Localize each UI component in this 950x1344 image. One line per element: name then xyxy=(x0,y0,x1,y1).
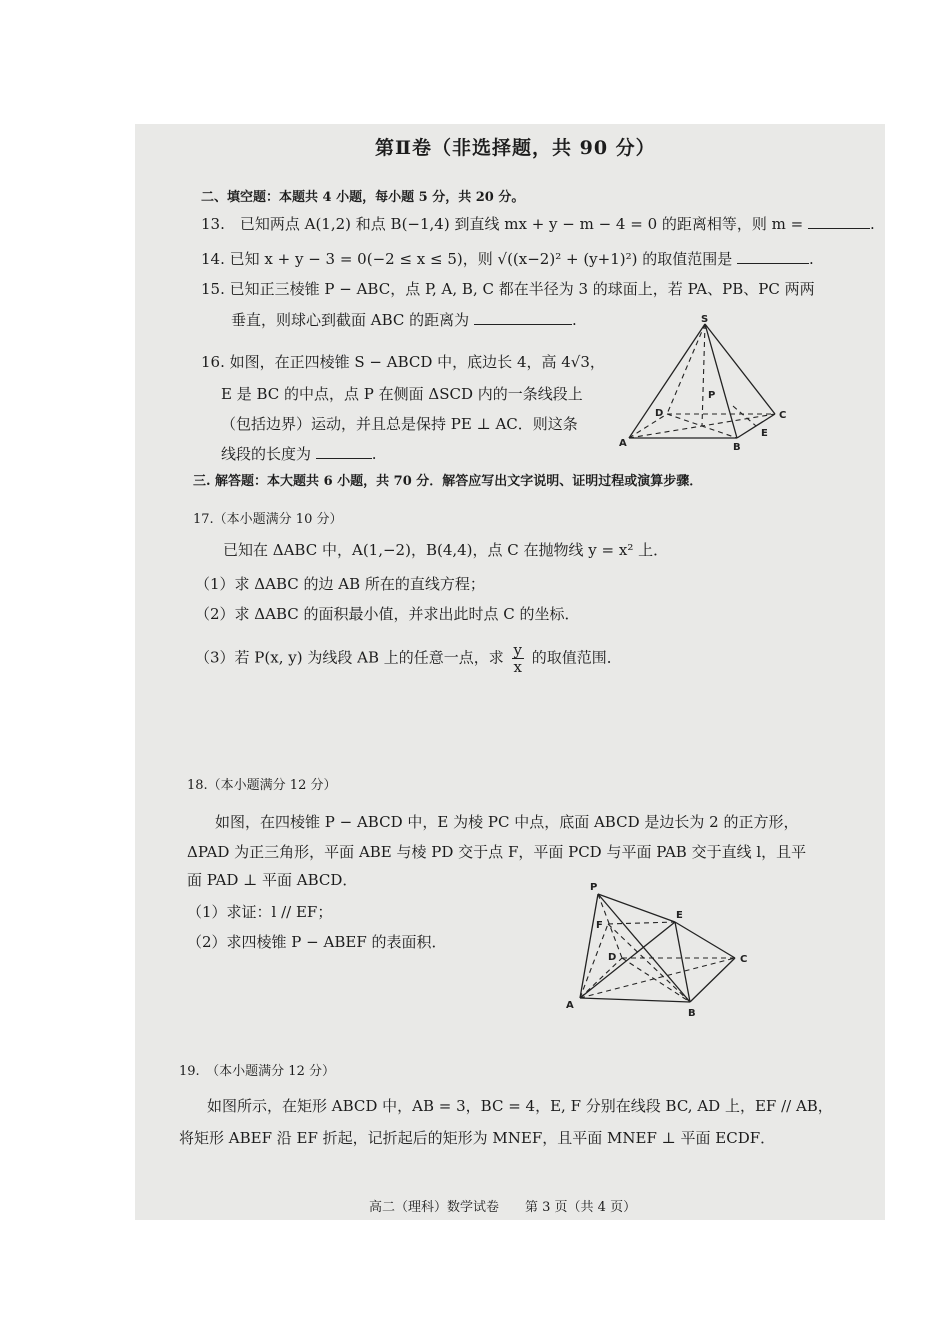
label-c: C xyxy=(779,410,787,421)
label-e: E xyxy=(761,428,768,439)
question-18-header: 18.（本小题满分 12 分） xyxy=(187,778,337,793)
label-b: B xyxy=(733,442,741,452)
answer-blank xyxy=(474,310,572,325)
question-15-line2: 垂直，则球心到截面 ABC 的距离为 . xyxy=(231,311,577,329)
page-footer: 高二（理科）数学试卷 第 3 页（共 4 页） xyxy=(369,1200,637,1215)
segment-pe xyxy=(733,406,756,426)
label-p: P xyxy=(708,390,716,401)
label-c: C xyxy=(740,954,748,965)
exam-page xyxy=(135,124,885,1220)
edge-sc xyxy=(705,324,775,414)
edge-pa xyxy=(580,894,598,998)
label-d: D xyxy=(655,408,664,419)
solve-header: 三. 解答题：本大题共 6 小题，共 70 分．解答应写出文字说明、证明过程或演算步骤． xyxy=(193,474,703,489)
edge-ab xyxy=(580,998,690,1002)
question-19-line1: 如图所示，在矩形 ABCD 中，AB = 3，BC = 4，E, F 分别在线段 BC, AD 上，EF // AB， xyxy=(207,1097,833,1115)
answer-blank xyxy=(737,249,809,264)
label-s: S xyxy=(701,314,709,325)
question-16-text: 线段的长度为 xyxy=(221,445,312,463)
question-17-part3-text-a: （3）若 P(x, y) 为线段 AB 上的任意一点，求 xyxy=(195,648,504,667)
question-17-part2: （2）求 ΔABC 的面积最小值，并求出此时点 C 的坐标． xyxy=(195,605,580,623)
label-e: E xyxy=(676,910,683,921)
diagonal-bd xyxy=(622,958,690,1002)
edge-sd-hidden xyxy=(667,324,705,414)
fraction-denominator: x xyxy=(513,658,522,676)
label-b: B xyxy=(688,1008,696,1018)
question-17-part3 xyxy=(195,642,622,675)
label-d: D xyxy=(608,952,617,963)
question-16-line2: E 是 BC 的中点，点 P 在侧面 ΔSCD 内的一条线段上 xyxy=(221,385,583,403)
question-14: 14. 已知 x + y − 3 = 0(−2 ≤ x ≤ 5)，则 √((x−2)² + (y+1)²) 的取值范围是 . xyxy=(201,250,814,268)
question-19-header: 19. （本小题满分 12 分） xyxy=(179,1064,335,1079)
question-13: 13. 已知两点 A(1,2) 和点 B(−1,4) 到直线 mx + y − m − 4 = 0 的距离相等，则 m = . xyxy=(201,215,875,233)
edge-sa xyxy=(629,324,705,438)
edge-ec xyxy=(675,922,735,958)
section-title: 第Ⅱ卷（非选择题，共 90 分） xyxy=(375,137,656,159)
edge-bc xyxy=(690,958,735,1002)
question-18-part2: （2）求四棱锥 P − ABEF 的表面积． xyxy=(187,933,447,951)
question-17-part3-text-b: 的取值范围． xyxy=(531,648,622,667)
label-f: F xyxy=(596,920,603,931)
pyramid-figure-q16 xyxy=(615,314,795,452)
question-18-line2: ΔPAD 为正三角形，平面 ABE 与棱 PD 交于点 F，平面 PCD 与平面 PAB 交于直线 l，且平 xyxy=(187,843,807,861)
fill-in-header: 二、填空题：本题共 4 小题，每小题 5 分，共 20 分。 xyxy=(201,190,525,205)
edge-sb xyxy=(705,324,737,438)
answer-blank xyxy=(316,444,372,459)
question-15-text: 垂直，则球心到截面 ABC 的距离为 xyxy=(231,311,470,329)
label-a: A xyxy=(566,1000,574,1011)
question-18-line3: 面 PAD ⊥ 平面 ABCD． xyxy=(187,871,358,889)
question-17-stem: 已知在 ΔABC 中，A(1,−2)，B(4,4)，点 C 在抛物线 y = x² 上． xyxy=(223,541,669,559)
segment-fe xyxy=(608,922,675,924)
pyramid-figure-q18 xyxy=(560,876,760,1018)
question-18-line1: 如图，在四棱锥 P − ABCD 中，E 为棱 PC 中点，底面 ABCD 是边长为 2 的正方形， xyxy=(215,813,799,831)
question-16-line1: 16. 如图，在正四棱锥 S − ABCD 中，底边长 4，高 4√3， xyxy=(201,353,605,371)
question-13-text: 13. 已知两点 A(1,2) 和点 B(−1,4) 到直线 mx + y − m − 4 = 0 的距离相等，则 m = xyxy=(201,215,804,233)
question-15-line1: 15. 已知正三棱锥 P − ABC，点 P, A, B, C 都在半径为 3 的球面上，若 PA、PB、PC 两两 xyxy=(201,280,815,298)
label-p: P xyxy=(590,882,598,893)
answer-blank xyxy=(808,214,870,229)
question-14-text: 14. 已知 x + y − 3 = 0(−2 ≤ x ≤ 5)，则 √((x−2)² + (y+1)²) 的取值范围是 xyxy=(201,250,733,268)
question-19-line2: 将矩形 ABEF 沿 EF 折起，记折起后的矩形为 MNEF，且平面 MNEF ⊥ 平面 ECDF． xyxy=(179,1129,776,1147)
fraction-numerator: y xyxy=(513,641,523,659)
question-18-part1: （1）求证：l // EF； xyxy=(187,903,333,921)
height-line xyxy=(702,324,705,426)
question-17-part1: （1）求 ΔABC 的边 AB 所在的直线方程； xyxy=(195,575,485,593)
question-17-header: 17.（本小题满分 10 分） xyxy=(193,512,343,527)
edge-be xyxy=(675,922,690,1002)
question-16-line4: 线段的长度为 . xyxy=(221,445,377,463)
question-16-line3: （包括边界）运动，并且总是保持 PE ⊥ AC．则这条 xyxy=(221,415,578,433)
label-a: A xyxy=(619,438,627,449)
fraction-y-over-x xyxy=(512,642,524,675)
